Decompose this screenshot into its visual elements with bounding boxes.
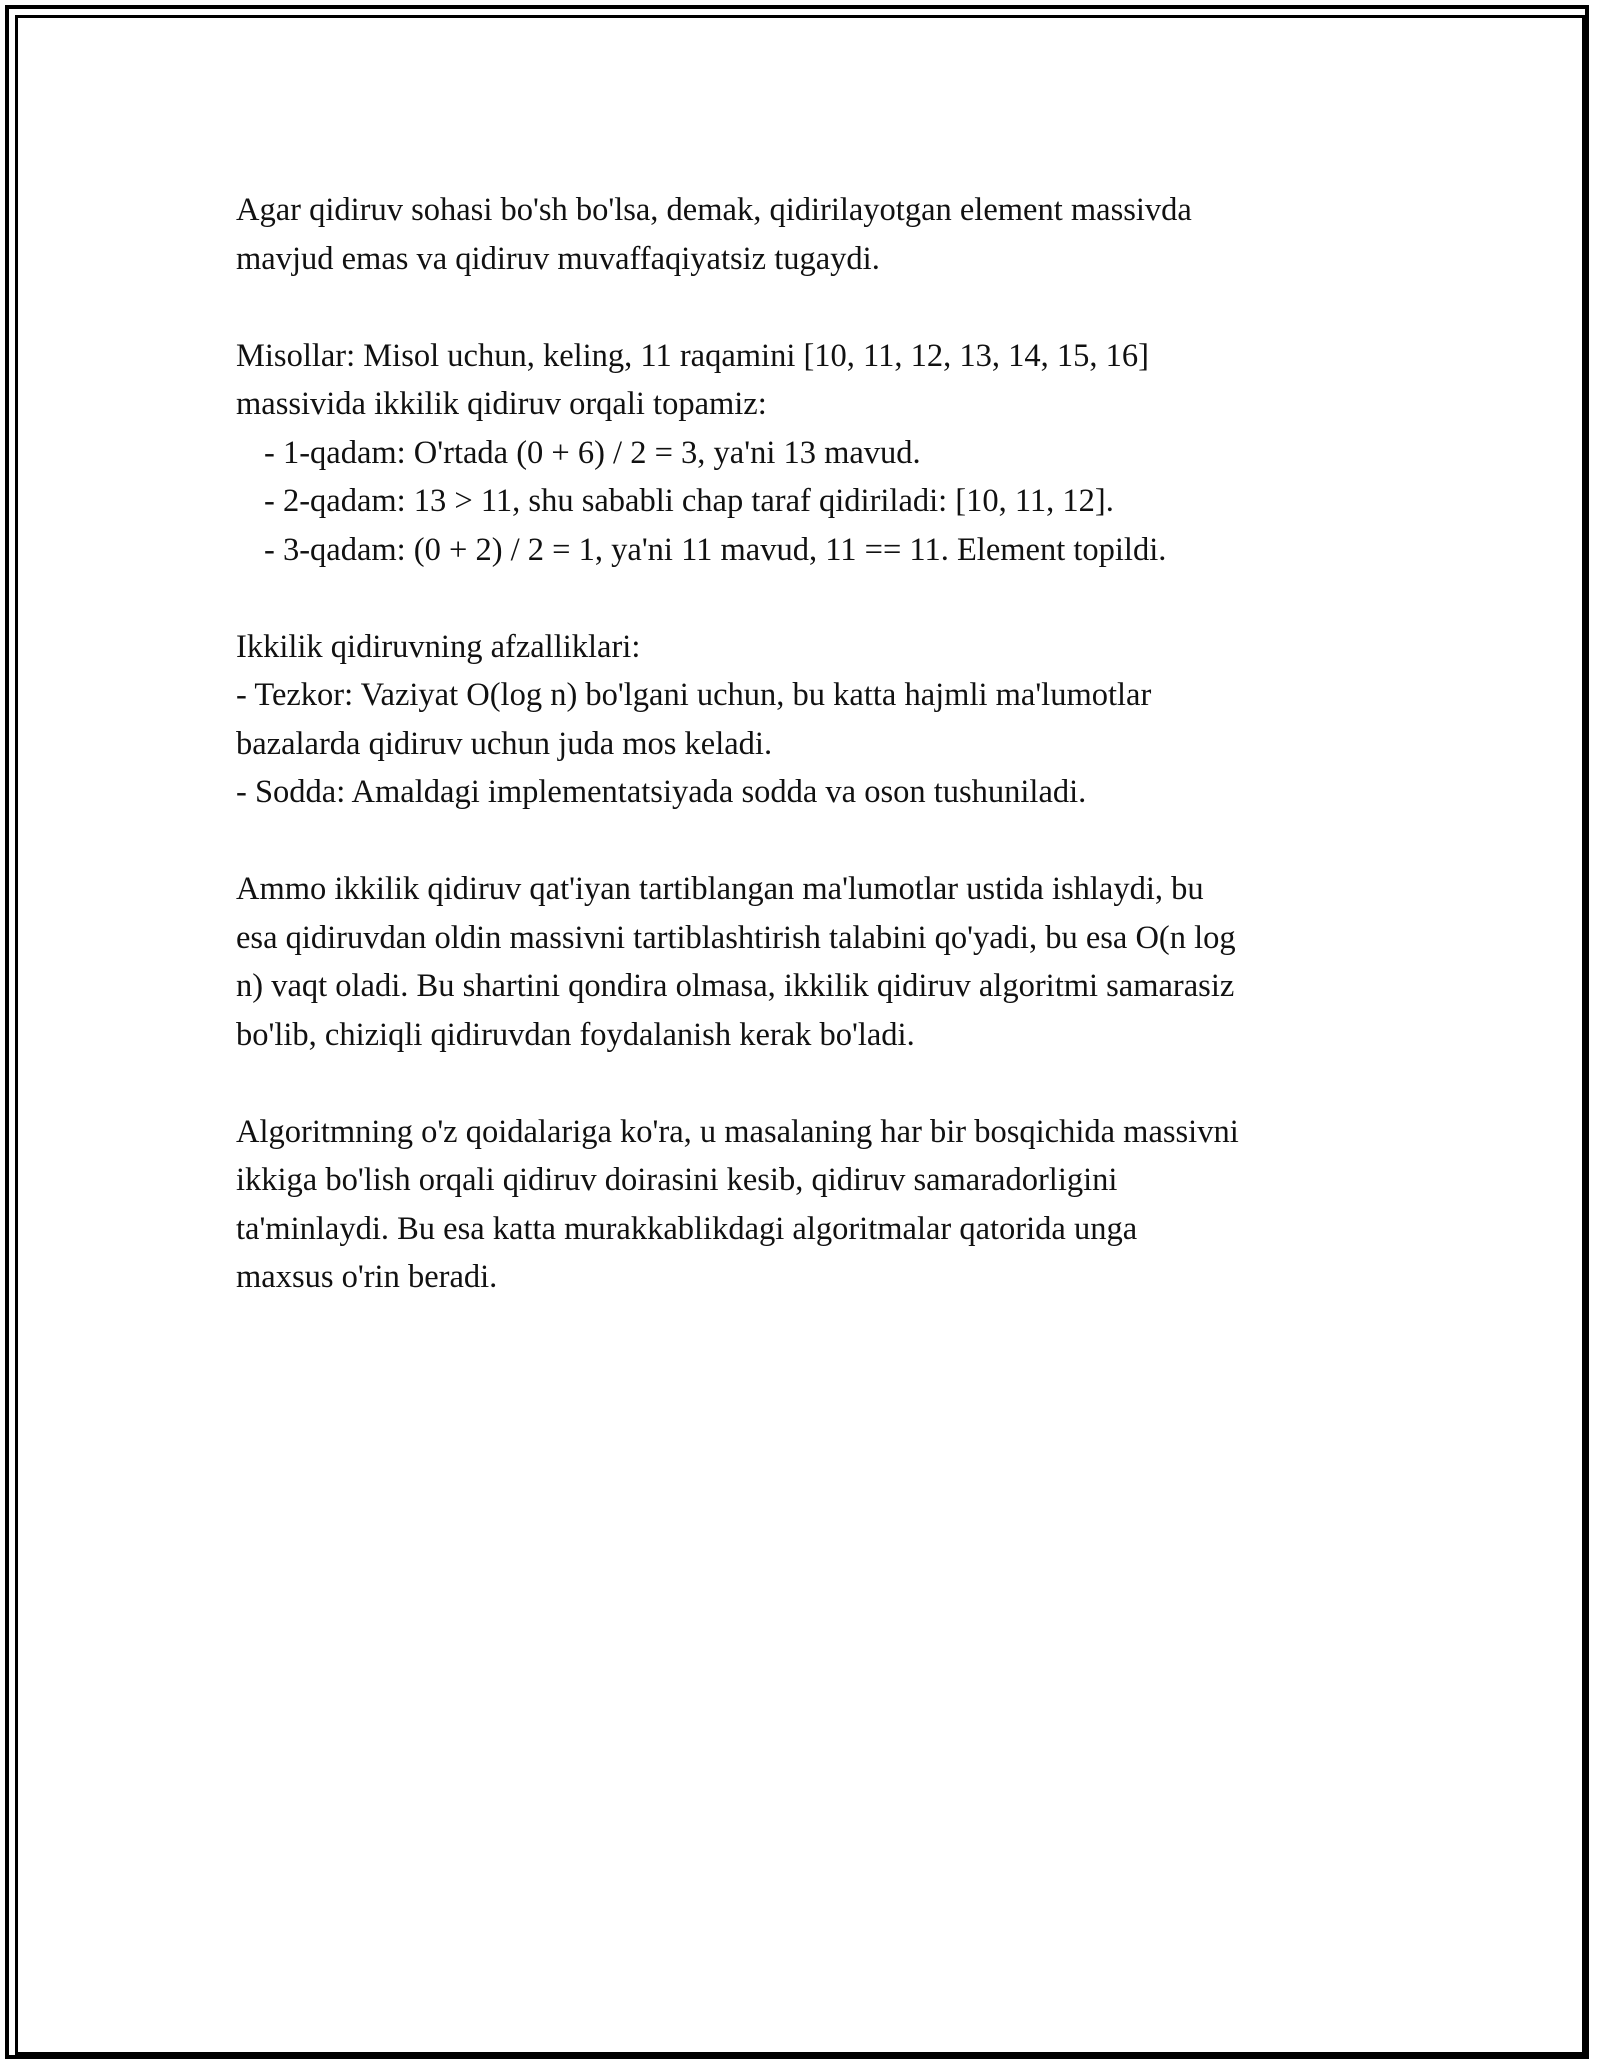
example-step-1: - 1-qadam: O'rtada (0 + 6) / 2 = 3, ya'ni 13 mavud. [264, 434, 921, 471]
text-line: bazalarda qidiruv uchun juda mos keladi. [236, 725, 773, 762]
text-line: Agar qidiruv sohasi bo'sh bo'lsa, demak, qidirilayotgan element massivda [236, 192, 1192, 228]
text-line: n) vaqt oladi. Bu shartini qondira olmasa, ikkilik qidiruv algoritmi samarasiz [236, 968, 1235, 1004]
document-body [236, 186, 1396, 1350]
example-step-2: - 2-qadam: 13 > 11, shu sababli chap taraf qidiriladi: [10, 11, 12]. [264, 483, 1114, 519]
paragraph-limitations [236, 865, 1396, 1059]
text-line: maxsus o'rin beradi. [236, 1259, 498, 1295]
text-line: - Sodda: Amaldagi implementatsiyada sodda va oson tushuniladi. [236, 774, 1087, 810]
paragraph-conclusion [236, 1108, 1396, 1302]
paragraph-examples [236, 332, 1396, 575]
paragraph-advantages [236, 623, 1396, 817]
text-line: Algoritmning o'z qoidalariga ko'ra, u masalaning har bir bosqichida massivni [236, 1113, 1239, 1150]
text-line: ikkiga bo'lish orqali qidiruv doirasini kesib, qidiruv samaradorligini [236, 1162, 1118, 1198]
text-line: Ammo ikkilik qidiruv qat'iyan tartiblangan ma'lumotlar ustida ishlaydi, bu [236, 871, 1204, 907]
text-line: bo'lib, chiziqli qidiruvdan foydalanish kerak bo'ladi. [236, 1016, 915, 1053]
text-line: mavjud emas va qidiruv muvaffaqiyatsiz tugaydi. [236, 240, 880, 277]
example-step-3: - 3-qadam: (0 + 2) / 2 = 1, ya'ni 11 mavud, 11 == 11. Element topildi. [264, 531, 1167, 568]
text-line: massivida ikkilik qidiruv orqali topamiz: [236, 386, 767, 422]
text-line: - Tezkor: Vaziyat O(log n) bo'lgani uchun, bu katta hajmli ma'lumotlar [236, 677, 1152, 713]
text-line: esa qidiruvdan oldin massivni tartiblashtirish talabini qo'yadi, bu esa O(n log [236, 919, 1236, 956]
advantages-heading: Ikkilik qidiruvning afzalliklari: [236, 628, 641, 665]
paragraph-empty-search-area [236, 186, 1396, 283]
text-line: ta'minlaydi. Bu esa katta murakkablikdagi algoritmalar qatorida unga [236, 1210, 1138, 1247]
text-line: Misollar: Misol uchun, keling, 11 raqamini [10, 11, 12, 13, 14, 15, 16] [236, 337, 1149, 374]
